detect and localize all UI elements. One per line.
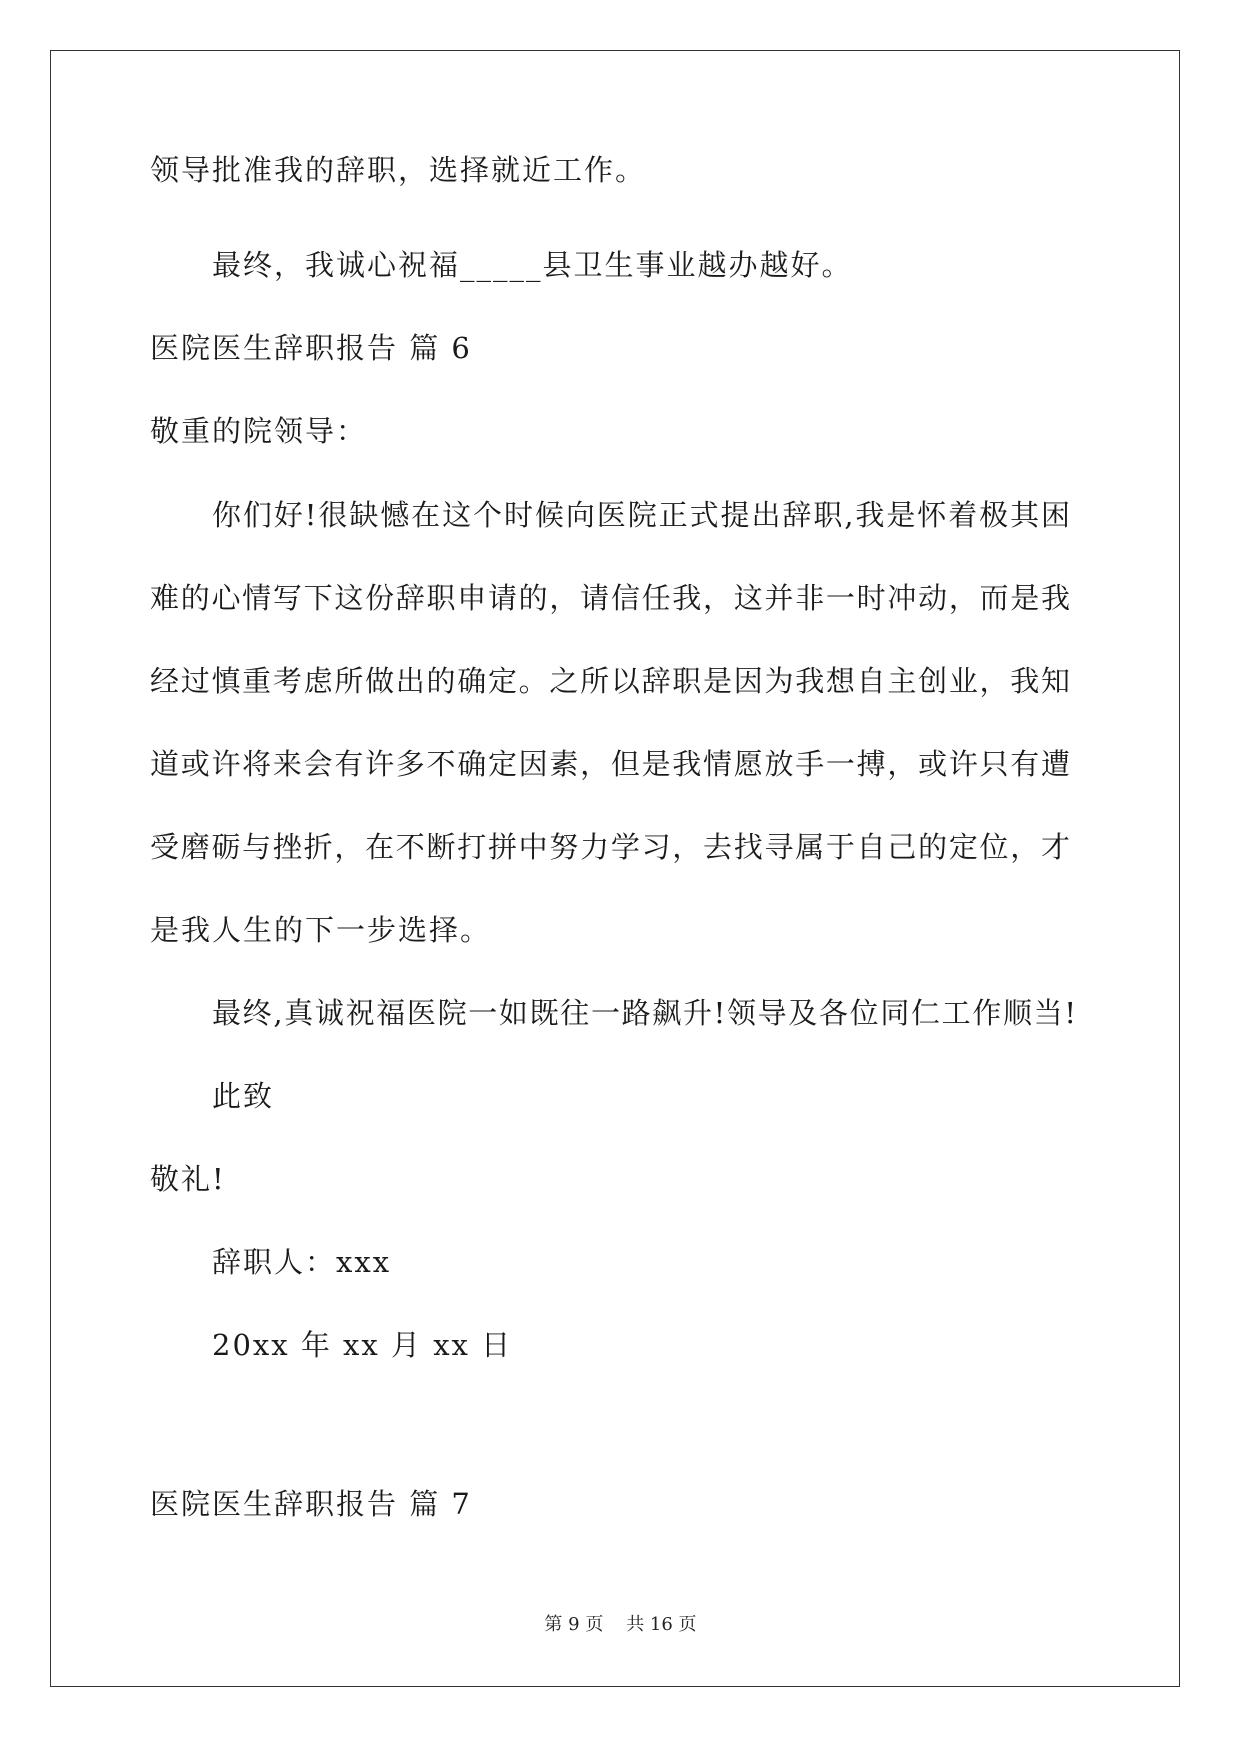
date: 20xx 年 xx 月 xx 日 — [212, 1328, 513, 1362]
body-line: 受磨砺与挫折，在不断打拼中努力学习，去找寻属于自己的定位，才 — [150, 830, 1070, 864]
body-line: 道或许将来会有许多不确定因素，但是我情愿放手一搏，或许只有遭 — [150, 747, 1070, 781]
closing-cizhi: 此致 — [212, 1079, 275, 1113]
signature: 辞职人：xxx — [212, 1245, 392, 1279]
page-footer — [0, 1613, 1241, 1637]
section5-closing: 最终，我诚心祝福_____县卫生事业越办越好。 — [212, 248, 853, 282]
page-number: 第 9 页 共 16 页 — [544, 1614, 697, 1635]
section6-title: 医院医生辞职报告 篇 6 — [150, 331, 472, 365]
closing-jingli: 敬礼! — [150, 1162, 226, 1196]
body-line: 你们好!很缺憾在这个时候向医院正式提出辞职,我是怀着极其困 — [212, 498, 1070, 532]
intro-end-line: 领导批准我的辞职，选择就近工作。 — [150, 153, 647, 187]
body-line: 难的心情写下这份辞职申请的，请信任我，这并非一时冲动，而是我 — [150, 581, 1070, 615]
section7-title: 医院医生辞职报告 篇 7 — [150, 1487, 472, 1521]
closing-wish: 最终,真诚祝福医院一如既往一路飙升!领导及各位同仁工作顺当! — [212, 996, 1076, 1030]
body-line: 是我人生的下一步选择。 — [150, 913, 492, 947]
body-line: 经过慎重考虑所做出的确定。之所以辞职是因为我想自主创业，我知 — [150, 664, 1070, 698]
salutation: 敬重的院领导： — [150, 414, 368, 448]
page-border — [50, 50, 1180, 1687]
